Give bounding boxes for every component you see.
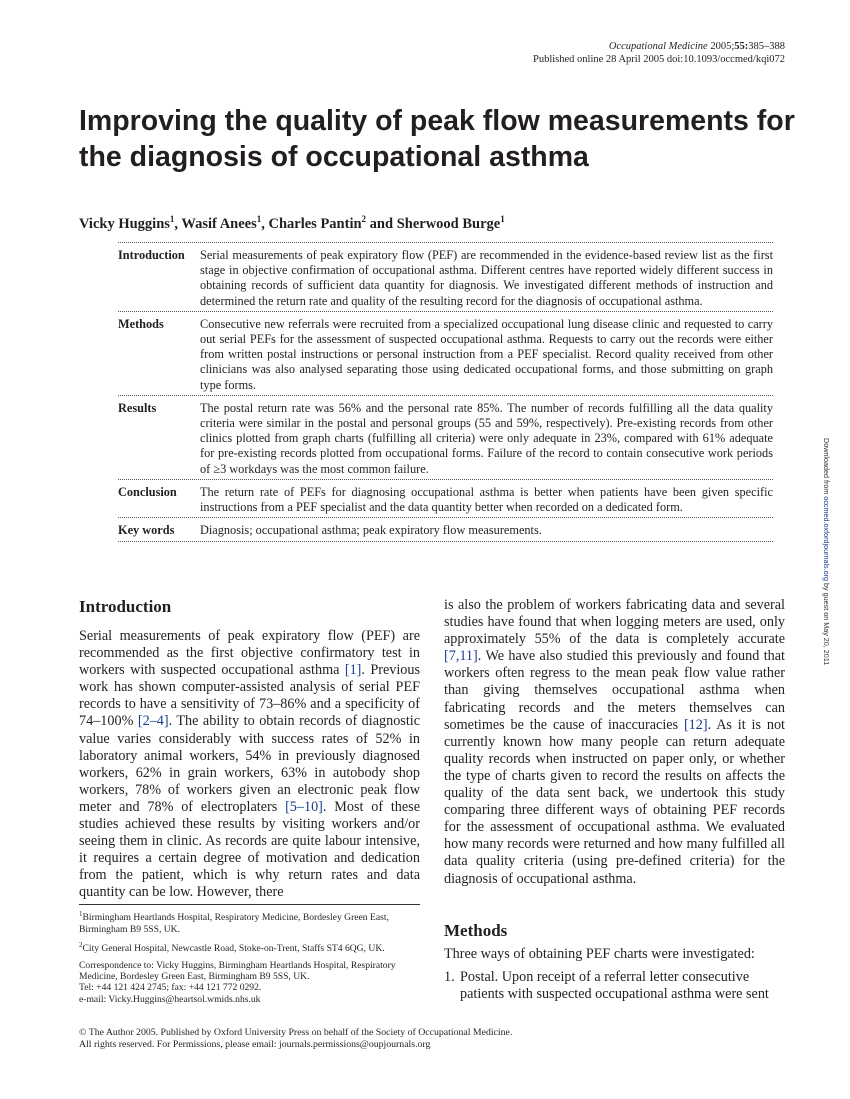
abstract-methods: [118, 311, 773, 395]
abstract-label: Methods: [118, 316, 164, 331]
author-name: Sherwood Burge: [396, 215, 501, 232]
left-column: [79, 597, 420, 902]
methods-intro: Three ways of obtaining PEF charts were investigated:: [444, 946, 755, 962]
abstract-conclusion: [118, 479, 773, 517]
watermark-text: by guest on May 20, 2011: [822, 581, 831, 666]
author-name: Wasif Anees: [181, 215, 257, 232]
article-title: Improving the quality of peak flow measurements for the diagnosis of occupational asthma: [79, 105, 795, 173]
body-text: . We have also studied this previously and found that workers often regress to the mean peak flow value rather than giving themselves occupational asthma when fabricating records and the meters themselves can sometimes be the cause of inaccuracies: [444, 648, 785, 733]
journal-citation: [533, 40, 785, 53]
permissions-line: All rights reserved. For Permissions, please email: journals.permissions@oupjournals.org: [79, 1039, 431, 1050]
author-affiliation: 2: [361, 214, 367, 224]
citation-link[interactable]: [1]: [344, 662, 362, 679]
introduction-paragraph: [79, 628, 420, 902]
correspondence: [79, 960, 420, 1006]
footnote-number: 2: [79, 941, 83, 949]
author-name: Vicky Huggins: [79, 215, 170, 232]
body-text: . Most of these studies achieved these results by visiting workers and/or seeing them in clinic. As records are quite labour intensive, it requires a certain degree of motivation and dedication from the patient, which is why return rates and data quantity can be low. However, there: [79, 798, 420, 901]
abstract-text: The postal return rate was 56% and the personal rate 85%. The number of records fulfilling all the data quality criteria were similar in the postal and personal groups (55 and 59%, respectively). Pre-existing records from other clinics plotted from graph charts (fulfilling all criteria) were only adequate in 23%, compared with 61% adequate for pre-existing records plotted from occupational forms. Failure of the record to contain consecutive work periods of ≥3 workdays was the most common failure.: [200, 400, 773, 476]
abstract-label: Key words: [118, 523, 175, 538]
abstract-introduction: [118, 242, 773, 311]
right-column: [444, 597, 785, 888]
copyright-notice: [79, 1027, 512, 1051]
phone-fax: Tel: +44 121 424 2745; fax: +44 121 772 0292.: [79, 982, 262, 994]
journal-year: 2005;: [710, 41, 735, 52]
author-list: [79, 210, 505, 233]
author-separator: and: [366, 215, 397, 232]
email-address: e-mail: Vicky.Huggins@heartsol.wmids.nhs.uk: [79, 993, 261, 1005]
body-text: . The ability to obtain records of diagnostic value varies considerably with success rates of 52% in laboratory animal workers, 54% in previously diagnosed workers, 62% in grain workers, 63% in autobody shop workers, 78% of workers given an electronic peak flow meter and 78% of electroplaters: [79, 713, 420, 815]
journal-volume: 55:: [734, 41, 749, 52]
methods-section: [444, 946, 785, 1003]
abstract-text: Consecutive new referrals were recruited from a specialized occupational lung disease clinic and requested to carry out serial PEFs for the assessment of suspected occupational asthma. Requests to carry out the records were either from written postal instructions or personal instruction from a PEF specialist. Record quality received from other clinicians was also analysed separating those using dedicated occupational forms, and those submitting on graph type forms.: [200, 316, 773, 392]
journal-name: Occupational Medicine: [608, 41, 708, 52]
abstract-label: Introduction: [118, 248, 185, 262]
journal-site-link[interactable]: occmed.oxfordjournals.org: [822, 496, 831, 582]
affiliation-1: [79, 909, 420, 935]
journal-pages: 385–388: [748, 41, 785, 52]
author-affiliation: 1: [169, 214, 175, 224]
author-affiliation: 1: [500, 214, 505, 224]
abstract: [118, 242, 773, 542]
body-text: . Previous work has shown computer-assisted analysis of serial PEF records to have a sensitivity of 73–86% and a specificity of 74–100%: [79, 662, 421, 730]
journal-header: [533, 40, 785, 66]
correspondence-text: Correspondence to: Vicky Huggins, Birmingham Heartlands Hospital, Respiratory Medicine, Bordesley Green East, Birmingham B9 5SS, UK.: [79, 959, 396, 982]
citation-link[interactable]: [12]: [683, 716, 708, 733]
section-heading-methods: Methods: [444, 921, 508, 940]
abstract-keywords: [118, 517, 773, 542]
list-text: Postal. Upon receipt of a referral letter consecutive patients with suspected occupational asthma were sent: [460, 969, 769, 1003]
abstract-label: Results: [118, 400, 157, 415]
copyright-line: © The Author 2005. Published by Oxford University Press on behalf of the Society of Occupational Medicine.: [79, 1027, 513, 1038]
author-name: Charles Pantin: [268, 215, 362, 232]
publication-info: Published online 28 April 2005 doi:10.1093/occmed/kqi072: [533, 54, 785, 65]
citation-link[interactable]: [5–10]: [285, 798, 323, 815]
abstract-text: Diagnosis; occupational asthma; peak expiratory flow measurements.: [200, 523, 542, 538]
list-item: [444, 969, 785, 1003]
abstract-label: Conclusion: [118, 484, 177, 499]
author-separator: ,: [261, 215, 269, 232]
body-text: Serial measurements of peak expiratory flow (PEF) are recommended as the first objective confirmatory test in workers with suspected occupational asthma: [79, 628, 420, 679]
body-text: is also the problem of workers fabricating data and several studies have found that when logging meters are used, only approximately 55% of the data is completely accurate: [444, 597, 785, 648]
abstract-text: Serial measurements of peak expiratory flow (PEF) are recommended in the evidence-based review list as the first stage in objective confirmation of occupational asthma. Different centres have reported widely different success in obtaining records of sufficient data quantity for diagnosis. We investigated different methods of instruction and determined the return rate and quality of the resulting record for the diagnosis of occupational asthma.: [200, 248, 773, 308]
download-watermark: [822, 438, 831, 665]
author-affiliation: 1: [256, 214, 262, 224]
abstract-text: The return rate of PEFs for diagnosing occupational asthma is better when patients have been given specific instructions from a PEF specialist and the data quantity better when recorded on a dedicated form.: [200, 484, 773, 515]
footnote-text: Birmingham Heartlands Hospital, Respiratory Medicine, Bordesley Green East, Birmingham B9 5SS, UK.: [79, 912, 389, 935]
footnote-text: City General Hospital, Newcastle Road, Stoke-on-Trent, Staffs ST4 6QG, UK.: [82, 943, 385, 955]
affiliation-2: [79, 940, 420, 955]
section-heading-introduction: Introduction: [79, 597, 172, 616]
citation-link[interactable]: [7,11]: [444, 648, 478, 665]
author-separator: ,: [174, 215, 182, 232]
list-number: 1.: [444, 969, 455, 986]
citation-link[interactable]: [2–4]: [137, 713, 169, 730]
watermark-text: Downloaded from: [822, 438, 831, 497]
introduction-continued-paragraph: [444, 597, 785, 888]
abstract-results: [118, 395, 773, 479]
footnote-number: 1: [79, 910, 83, 918]
body-text: . As it is not currently known how many people can return adequate quality records when instructed on paper only, or whether the type of charts given to record the results on affects the quality of the data sent back, we undertook this study comparing three different ways of obtaining PEF records for the assessment of occupational asthma. We evaluated how many records were returned and how many fulfilled all data quality criteria (using pre-defined criteria) for the diagnosis of occupational asthma.: [444, 716, 785, 887]
footnotes: [79, 904, 420, 1005]
